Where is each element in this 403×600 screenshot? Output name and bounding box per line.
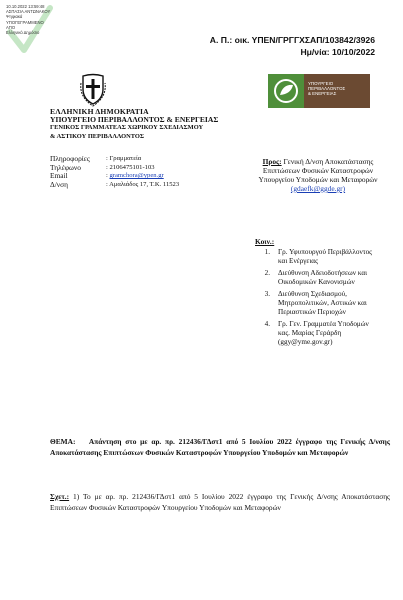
list-item	[256, 269, 376, 287]
recipient-label: Προς:	[262, 157, 282, 166]
recipient-email-link[interactable]: (gdaefk@ggde.gr)	[290, 184, 346, 193]
reference-block	[50, 491, 390, 513]
reference-text: 1) Το με αρ. πρ. 212436/ΓΔστ1 από 5 Ιουλίου 2022 έγγραφο της Γενικής Δ/νσης Αποκατάστασης Επιπτώσεων Φυσικών Καταστροφών Υπουργείου Υποδομών και Μεταφορών	[50, 492, 390, 512]
info-value: : Γραμματεία	[106, 155, 142, 162]
cc-item-text: Διεύθυνση Σχεδιασμού, Μητροπολιτικών, Αστικών και Περιαστικών Περιοχών	[278, 290, 367, 316]
header-secretary-cont: & ΑΣΤΙΚΟΥ ΠΕΡΙΒΑΛΛΟΝΤΟΣ	[50, 132, 144, 140]
signature-line: Ελληνικό Δημόσιο	[6, 30, 40, 36]
reference-label: Σχετ.:	[50, 492, 70, 501]
address-label: Δ/νση	[50, 179, 68, 189]
header-republic: ΕΛΛΗΝΙΚΗ ΔΗΜΟΚΡΑΤΙΑ	[50, 107, 149, 116]
header-secretary: ΓΕΝΙΚΟΣ ΓΡΑΜΜΑΤΕΑΣ ΧΩΡΙΚΟΥ ΣΧΕΔΙΑΣΜΟΥ	[50, 124, 204, 132]
subject-block	[50, 436, 390, 458]
list-item	[256, 320, 376, 347]
info-label: Πληροφορίες	[50, 154, 90, 163]
address-value: : Αμαλιάδος 17, Τ.Κ. 11523	[106, 180, 180, 188]
cc-item-text: Γρ. Υφυπουργού Περιβάλλοντος και Ενέργειας	[278, 248, 373, 265]
greek-emblem-icon	[80, 73, 106, 107]
contact-row	[50, 164, 179, 173]
subject-text: Απάντηση στο με αρ. πρ. 212436/ΓΔστ1 από 5 Ιουλίου 2022 έγγραφο της Γενικής Δ/νσης Αποκατάστασης Επιπτώσεων Φυσικών Καταστροφών Υπουργείου Υποδομών και Μεταφορών	[50, 437, 390, 457]
contact-info	[50, 155, 179, 189]
contact-row	[50, 181, 179, 190]
phone-label: Τηλέφωνο	[50, 162, 81, 172]
header-ministry: ΥΠΟΥΡΓΕΙΟ ΠΕΡΙΒΑΛΛΟΝΤΟΣ & ΕΝΕΡΓΕΙΑΣ	[50, 115, 219, 125]
signature-line: Ψηφιακά	[6, 14, 23, 20]
list-item	[256, 290, 376, 317]
cc-item-number: 2.	[264, 269, 270, 277]
signature-line: ΑΠΟ	[6, 24, 16, 30]
signature-line: ΑΣΠΑΣΙΑ ΑΝΤΩΝΑΚΟΥ	[6, 9, 51, 15]
leaf-logo-icon	[268, 74, 304, 108]
cc-list	[256, 248, 376, 350]
contact-row: Email : gramchora@ypen.gr	[50, 171, 164, 181]
logo-text-line: ΥΠΟΥΡΓΕΙΟ	[308, 81, 334, 86]
issuer-header	[50, 108, 218, 141]
cc-item-number: 1.	[264, 248, 270, 256]
logo-text-line: & ΕΝΕΡΓΕΙΑΣ	[308, 91, 337, 97]
signature-line: ΥΠΟΓΕΓΡΑΜΜΕΝΟ	[6, 19, 44, 25]
cc-item-number: 3.	[264, 290, 270, 298]
cc-item-text: Διεύθυνση Αδειοδοτήσεων και Οικοδομικών Κανονισμών	[278, 269, 368, 286]
recipient-text: Γενική Δ/νση Αποκατάστασης Επιπτώσεων Φυσικών Καταστροφών Υπουργείου Υποδομών και Μεταφορών	[258, 157, 378, 184]
subject-label: ΘΕΜΑ:	[50, 437, 76, 446]
protocol-number: Α. Π.: οικ. ΥΠΕΝ/ΓΡΓΓΧΣΑΠ/103842/3926	[209, 35, 375, 45]
cc-label: Κοιν.:	[255, 237, 275, 246]
cc-item-text: Γρ. Γεν. Γραμματέα Υποδομών κας. Μαρίας Γεράρδη (ggy@yme.gov.gr)	[278, 320, 369, 346]
protocol-date: Ημ/νία: 10/10/2022	[300, 47, 375, 57]
logo-text	[304, 74, 370, 108]
logo-text-line: ΠΕΡΙΒΑΛΛΟΝΤΟΣ	[308, 86, 346, 92]
cc-item-number: 4.	[264, 320, 270, 328]
ministry-logo	[268, 74, 370, 108]
digital-signature-block	[6, 4, 50, 35]
phone-value: : 2106475101-103	[106, 163, 155, 171]
list-item	[256, 248, 376, 266]
signature-line: 10.10.2022 13:59:48	[6, 4, 45, 9]
email-label: Email	[50, 171, 68, 181]
protocol-info	[210, 34, 375, 58]
recipient-block	[258, 157, 378, 193]
email-link[interactable]: gramchora@ypen.gr	[109, 172, 164, 180]
